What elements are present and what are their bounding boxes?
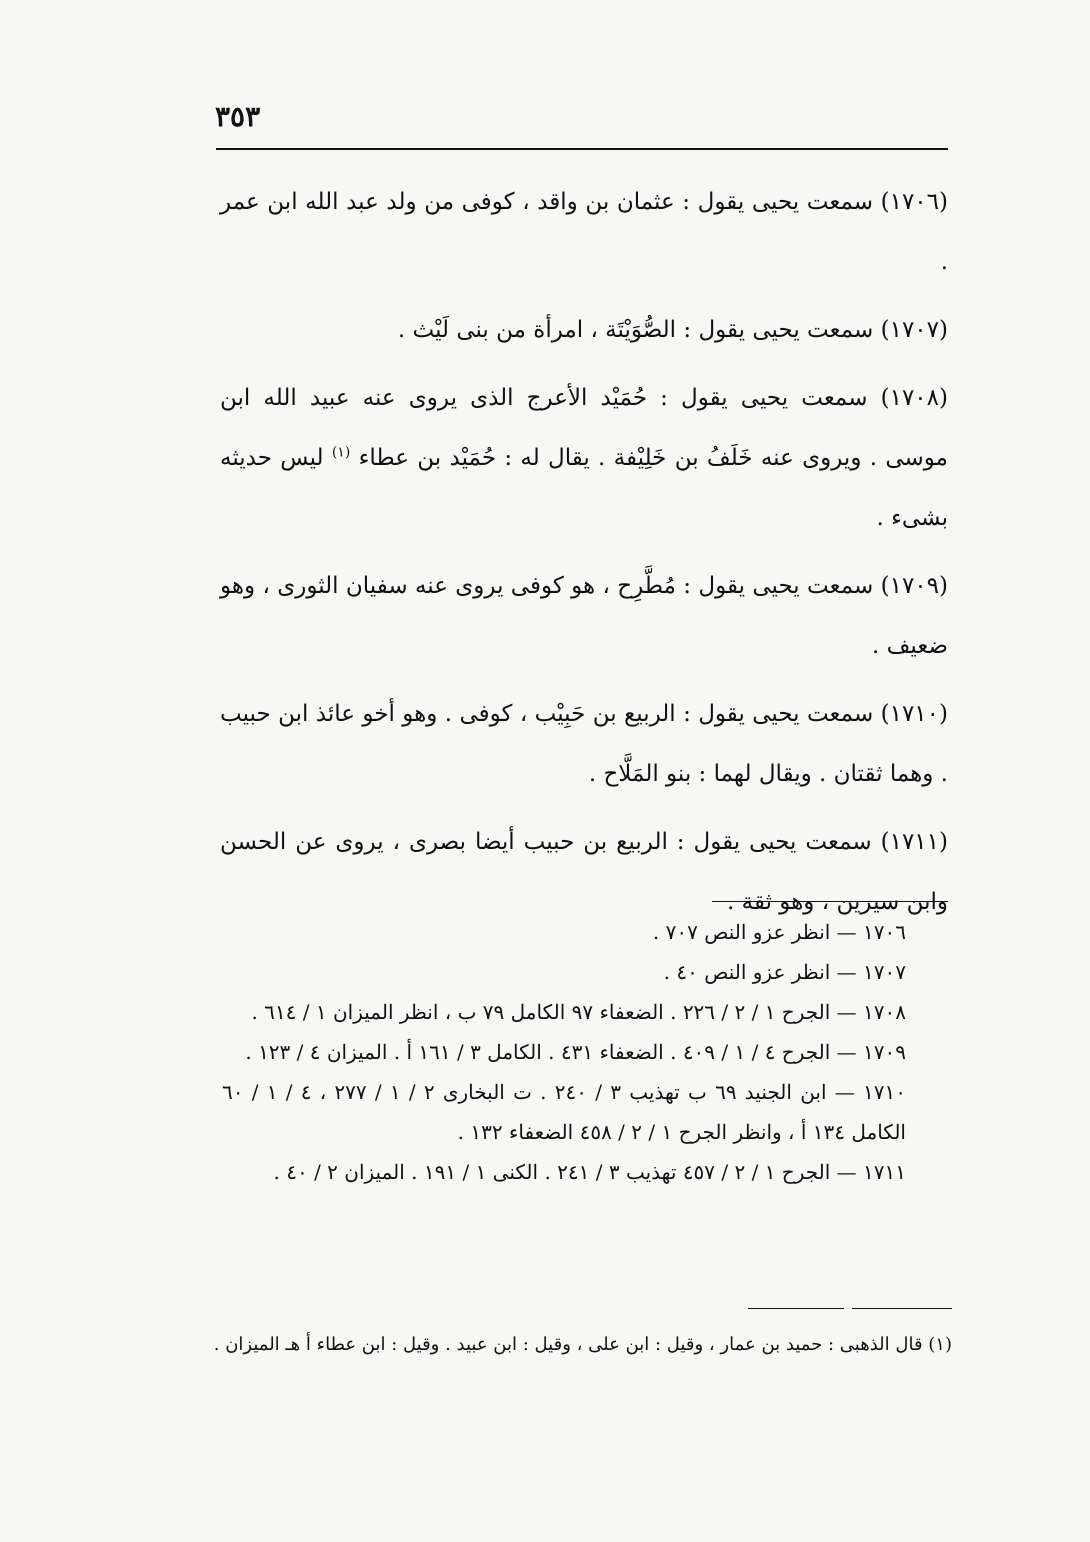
note-1711: ١٧١١ — الجرح ١ / ٢ / ٤٥٧ تهذيب ٣ / ٢٤١ . الكنى ١ / ١٩١ . الميزان ٢ / ٤٠ . bbox=[273, 1160, 906, 1184]
entry-1708 bbox=[220, 368, 948, 548]
note-1710: ١٧١٠ — ابن الجنيد ٦٩ ب تهذيب ٣ / ٢٤٠ . ت البخارى ٢ / ١ / ٢٧٧ ، ٤ / ١ / ٦٠ الكامل ١٣٤ أ ، وانظر الجرح ١ / ٢ / ٤٥٨ الضعفاء ١٣٢ . bbox=[222, 1080, 906, 1144]
notes-divider bbox=[712, 901, 948, 902]
entry-1708-tail: ليس حديثه بشىء . bbox=[220, 445, 948, 531]
entry-1710: (١٧١٠) سمعت يحيى يقول : الربيع بن حَبِيْب ، كوفى . وهو أخو عائذ ابن حبيب . وهما ثقتان . ويقال لهما : بنو المَلَّاح . bbox=[220, 701, 948, 787]
entry-1709: (١٧٠٩) سمعت يحيى يقول : مُطَّرِح ، هو كوفى يروى عنه سفيان الثورى ، وهو ضعيف . bbox=[220, 573, 948, 659]
entry-1707: (١٧٠٧) سمعت يحيى يقول : الصُّوَيْتَة ، امرأة من بنى لَيْث . bbox=[397, 317, 948, 343]
main-text bbox=[220, 172, 948, 940]
entry-1706: (١٧٠٦) سمعت يحيى يقول : عثمان بن واقد ، كوفى من ولد عبد الله ابن عمر . bbox=[220, 189, 948, 275]
references-notes bbox=[222, 912, 906, 1192]
entry-1708-text: (١٧٠٨) سمعت يحيى يقول : حُمَيْد الأعرج الذى يروى عنه عبيد الله ابن موسى . ويروى عنه خَلَفُ بن خَلِيْفة . يقال له : حُمَيْد بن عطاء bbox=[220, 385, 948, 471]
page-number: ٣٥٣ bbox=[215, 100, 261, 133]
note-1707: ١٧٠٧ — انظر عزو النص ٤٠ . bbox=[663, 960, 906, 984]
note-1709: ١٧٠٩ — الجرح ٤ / ١ / ٤٠٩ . الضعفاء ٤٣١ . الكامل ٣ / ١٦١ أ . الميزان ٤ / ١٢٣ . bbox=[245, 1040, 906, 1064]
footnote-mark: (١) bbox=[331, 444, 351, 461]
footnote: (١) قال الذهبى : حميد بن عمار ، وقيل : ابن على ، وقيل : ابن عبيد . وقيل : ابن عطاء أ هـ الميزان . bbox=[213, 1334, 952, 1355]
note-1706: ١٧٠٦ — انظر عزو النص ٧٠٧ . bbox=[652, 920, 906, 944]
footnote-divider-right bbox=[852, 1308, 952, 1309]
note-1708: ١٧٠٨ — الجرح ١ / ٢ / ٢٢٦ . الضعفاء ٩٧ الكامل ٧٩ ب ، انظر الميزان ١ / ٦١٤ . bbox=[251, 1000, 906, 1024]
footnote-divider-left bbox=[748, 1308, 844, 1309]
entry-1711: (١٧١١) سمعت يحيى يقول : الربيع بن حبيب أيضا بصرى ، يروى عن الحسن وابن سيرين ، وهو ثقة . bbox=[220, 829, 948, 915]
header-divider bbox=[216, 148, 948, 150]
